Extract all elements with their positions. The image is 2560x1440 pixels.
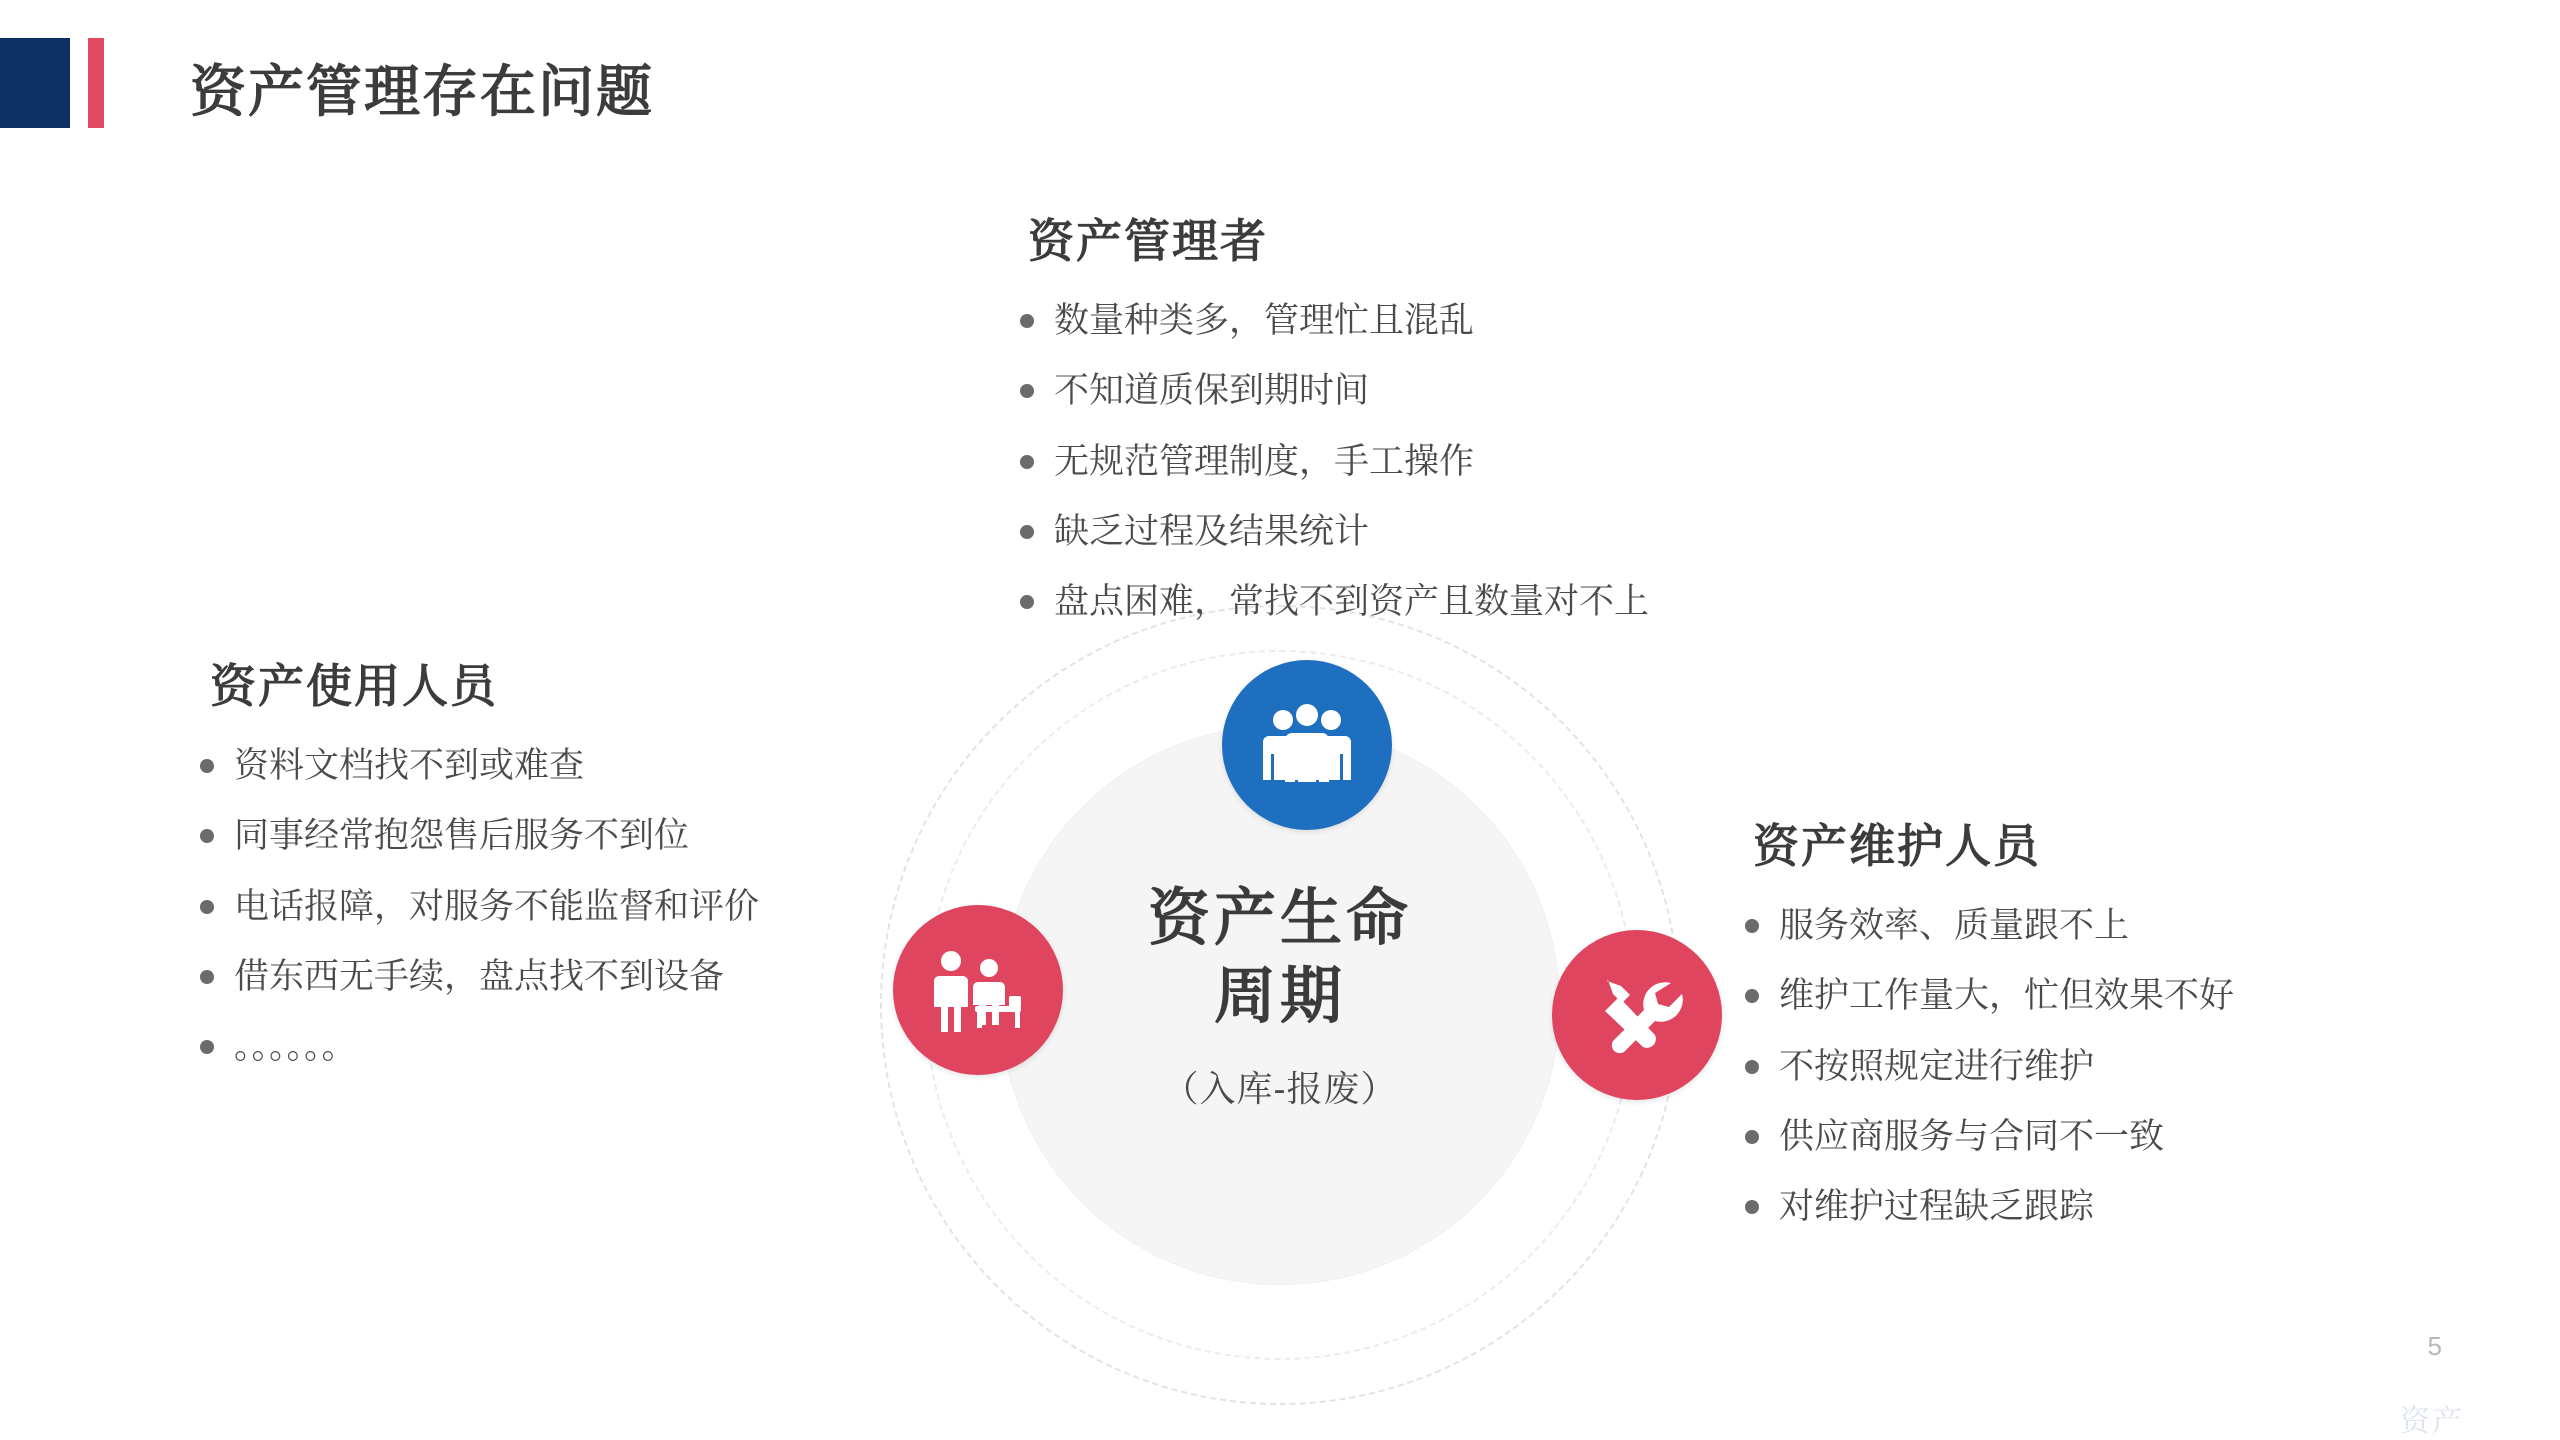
bullet-dot-icon: [200, 900, 214, 914]
bullet-dot-icon: [1020, 595, 1034, 609]
block-heading-manager: 资产管理者: [1028, 215, 1268, 267]
bullet-list-user: [200, 742, 759, 1070]
list-item-label: 不按照规定进行维护: [1779, 1046, 2095, 1086]
center-subtitle: （入库-报废）: [1162, 1068, 1398, 1109]
bullet-dot-icon: [1745, 989, 1759, 1003]
people-icon-badge: [1222, 660, 1392, 830]
list-item-label: 缺乏过程及结果统计: [1054, 511, 1370, 551]
bullet-dot-icon: [200, 970, 214, 984]
list-item-label: 服务效率、质量跟不上: [1779, 906, 2130, 945]
list-item: [200, 742, 759, 789]
list-item: [1745, 1183, 2234, 1230]
tools-icon-badge: [1552, 930, 1722, 1100]
list-item-label: 无规范管理制度，手工操作: [1054, 441, 1475, 481]
bullet-dot-icon: [1745, 1130, 1759, 1144]
list-item-label: 同事经常抱怨售后服务不到位: [234, 816, 690, 856]
list-item-label: 维护工作量大，忙但效果不好: [1779, 976, 2235, 1016]
list-item: [200, 953, 759, 1000]
bullet-dot-icon: [200, 1040, 214, 1054]
header-accent-marks: [0, 38, 104, 128]
list-item-label: 资料文档找不到或难查: [234, 746, 585, 785]
bullet-dot-icon: [1020, 455, 1034, 469]
user-desk-icon: [931, 948, 1025, 1032]
red-accent-block: [88, 38, 104, 128]
list-item: [200, 1023, 759, 1070]
list-item-label: 数量种类多，管理忙且混乱: [1054, 301, 1475, 340]
list-item: [1745, 972, 2234, 1019]
center-title-line1: 资产生命: [1147, 884, 1412, 953]
bullet-dot-icon: [1020, 314, 1034, 328]
list-item: [200, 883, 759, 930]
center-title-line2: 周期: [1213, 961, 1346, 1031]
list-item: [1020, 578, 1649, 625]
list-item: [1745, 1043, 2234, 1090]
block-asset-maintainer: [1745, 810, 2234, 1253]
bullet-dot-icon: [1020, 384, 1034, 398]
people-icon: [1259, 702, 1355, 788]
list-item-label: 不知道质保到期时间: [1054, 371, 1370, 411]
page-number: 5: [2427, 1331, 2442, 1361]
list-item: [1020, 367, 1649, 414]
list-item: [200, 812, 759, 859]
center-label: [1000, 880, 1560, 1112]
bullet-list-manager: [1020, 297, 1649, 625]
bullet-dot-icon: [1745, 1200, 1759, 1214]
list-item: [1020, 438, 1649, 485]
list-item-label: 盘点困难，常找不到资产且数量对不上: [1054, 582, 1650, 621]
list-item: [1020, 508, 1649, 555]
bullet-dot-icon: [200, 829, 214, 843]
bullet-dot-icon: [200, 759, 214, 773]
block-asset-manager: [1020, 205, 1649, 648]
user-desk-icon-badge: [893, 905, 1063, 1075]
bullet-dot-icon: [1745, 919, 1759, 933]
bullet-dot-icon: [1745, 1060, 1759, 1074]
tools-icon: [1591, 971, 1683, 1059]
block-heading-maintainer: 资产维护人员: [1753, 820, 2041, 872]
bullet-dot-icon: [1020, 525, 1034, 539]
list-item: [1745, 902, 2234, 949]
list-item-label: 。。。。。。: [234, 1027, 357, 1066]
list-item-label: 供应商服务与合同不一致: [1779, 1116, 2165, 1156]
corner-watermark: 资产: [2400, 1405, 2464, 1438]
navy-accent-block: [0, 38, 70, 128]
bullet-list-maintainer: [1745, 902, 2234, 1230]
block-asset-user: [200, 650, 759, 1093]
list-item-label: 对维护过程缺乏跟踪: [1779, 1187, 2095, 1226]
block-heading-user: 资产使用人员: [210, 660, 498, 712]
list-item: [1020, 297, 1649, 344]
list-item-label: 借东西无手续，盘点找不到设备: [234, 956, 725, 996]
list-item: [1745, 1113, 2234, 1160]
list-item-label: 电话报障，对服务不能监督和评价: [234, 886, 760, 926]
page-title: 资产管理存在问题: [190, 60, 654, 123]
